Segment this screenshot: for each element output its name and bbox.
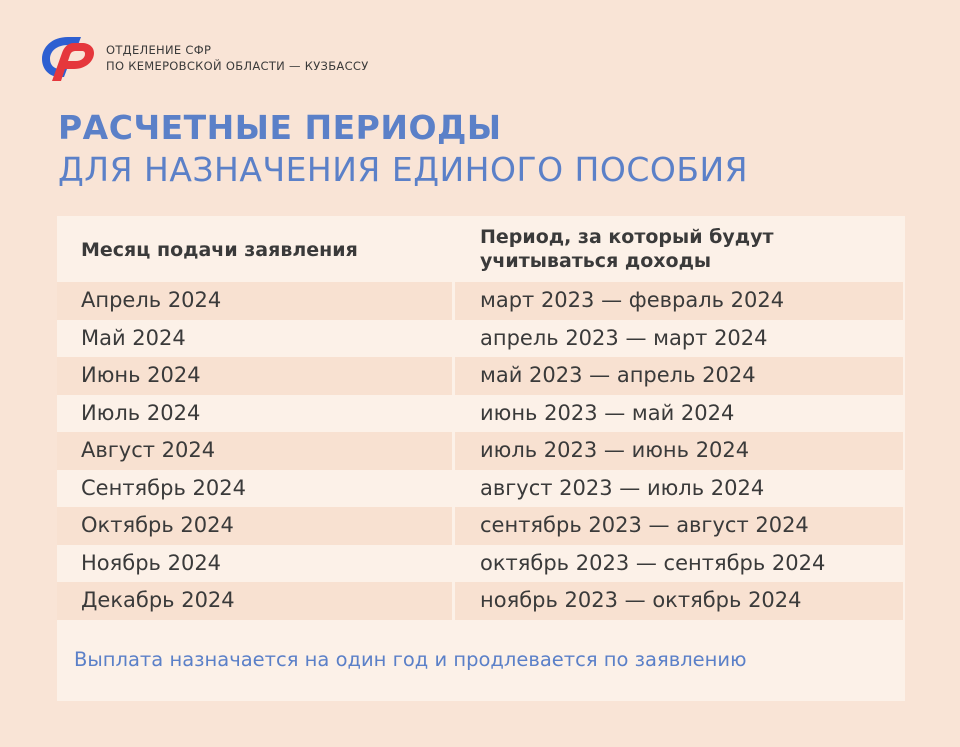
cell-month: Сентябрь 2024 [57,470,452,508]
cell-period: июнь 2023 — май 2024 [455,395,903,433]
periods-table-card [57,216,905,701]
table-row [57,357,905,395]
cell-period: август 2023 — июль 2024 [455,470,903,508]
header-period: Период, за который будут учитываться доходы [480,226,774,272]
table-row [57,507,905,545]
cell-period: март 2023 — февраль 2024 [455,282,903,320]
cell-month: Ноябрь 2024 [57,545,452,583]
org-name-line1: ОТДЕЛЕНИЕ СФР [106,43,212,57]
cell-month: Июнь 2024 [57,357,452,395]
table-row [57,282,905,320]
page-title: РАСЧЕТНЫЕ ПЕРИОДЫ [58,108,502,147]
table-row [57,395,905,433]
cell-month: Декабрь 2024 [57,582,452,620]
page-subtitle: ДЛЯ НАЗНАЧЕНИЯ ЕДИНОГО ПОСОБИЯ [58,150,749,189]
cell-month: Апрель 2024 [57,282,452,320]
cell-period: сентябрь 2023 — август 2024 [455,507,903,545]
table-row [57,432,905,470]
org-name [106,42,369,74]
table-row [57,582,905,620]
cell-month: Август 2024 [57,432,452,470]
org-name-line2: ПО КЕМЕРОВСКОЙ ОБЛАСТИ — КУЗБАССУ [106,59,369,73]
cell-month: Май 2024 [57,320,452,358]
table-header [57,216,905,282]
footnote: Выплата назначается на один год и продлевается по заявлению [74,648,747,671]
cell-period: ноябрь 2023 — октябрь 2024 [455,582,903,620]
table-row [57,320,905,358]
table-row [57,470,905,508]
cell-month: Октябрь 2024 [57,507,452,545]
cell-period: апрель 2023 — март 2024 [455,320,903,358]
table-row [57,545,905,583]
cell-period: октябрь 2023 — сентябрь 2024 [455,545,903,583]
org-header [38,32,369,84]
table-body [57,282,905,620]
cell-period: июль 2023 — июнь 2024 [455,432,903,470]
header-month: Месяц подачи заявления [81,239,358,261]
cell-month: Июль 2024 [57,395,452,433]
sfr-logo-icon [38,33,98,83]
cell-period: май 2023 — апрель 2024 [455,357,903,395]
